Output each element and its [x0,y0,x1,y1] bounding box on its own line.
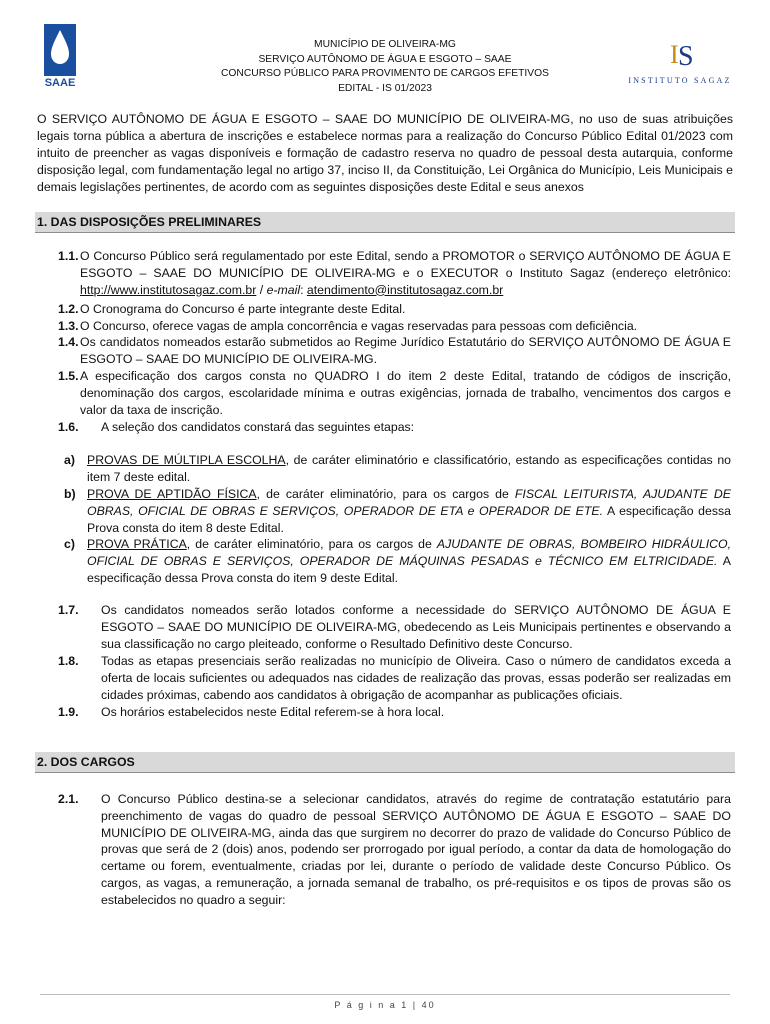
stage-c-ref: A especificação dessa Prova consta do item 9 deste Edital. [87,553,731,585]
header-line-1: MUNICÍPIO DE OLIVEIRA-MG [314,39,456,50]
stage-a-label: a) [64,453,75,467]
stage-a-title: PROVAS DE MÚLTIPLA ESCOLHA [87,453,286,467]
intro-paragraph: O SERVIÇO AUTÔNOMO DE ÁGUA E ESGOTO – SAAE DO MUNICÍPIO DE OLIVEIRA-MG, no uso de suas atribuições legais torna pública a abertura de inscrições e estabelece normas para a realização do Concurso Público Edital 01/2023 com intuito de preencher as vagas disponíveis e formação de cadastro reserva no quadro de pessoal desta autarquia, conforme disposição legal, com fundamentação legal no artigo 37, inciso II, da Constituição, Lei Orgânica do Município, Leis Municipais e demais legislações pertinentes, de acordo com as seguintes disposições deste Edital e seus anexos [37,112,733,194]
stage-c-body: , de caráter eliminatório, para os cargos de [186,537,437,551]
stage-c-label: c) [64,537,75,551]
item-1-5-text: A especificação dos cargos consta no QUADRO I do item 2 deste Edital, tratando de códigos de inscrição, denominação dos cargos, escolaridade mínima e outras exigências, jornada de trabalho, vencimentos dos cargos e valor da taxa de inscrição. [80,369,731,417]
item-1-1-body: O Concurso Público será regulamentado por este Edital, sendo a PROMOTOR o SERVIÇO AUTÔNOMO DE ÁGUA E ESGOTO – SAAE DO MUNICÍPIO DE OLIVEIRA-MG e o EXECUTOR o Instituto Sagaz (endereço eletrônico: [80,249,731,280]
item-1-7-text: Os candidatos nomeados serão lotados conforme a necessidade do SERVIÇO AUTÔNOMO DE ÁGUA E ESGOTO – SAAE DO MUNICÍPIO DE OLIVEIRA-MG, obedecendo as Leis Municipais pertinentes e observando a sua classificação no cargo pleiteado, conforme o Resultado Definitivo deste Concurso. [101,603,731,651]
item-1-5-number: 1.5. [58,369,79,383]
item-1-2-number: 1.2. [58,302,79,316]
sagaz-logo-mark [626,38,734,70]
stage-b-positions: FISCAL LEITURISTA, AJUDANTE DE OBRAS, OFICIAL DE OBRAS E SERVIÇOS, OPERADOR DE ETA e OPERADOR DE ETE. [87,487,731,518]
item-1-1-text [80,248,731,298]
section-2-heading [35,752,735,773]
website-link[interactable]: http://www.institutosagaz.com.br [80,282,257,297]
item-1-2-text: O Cronograma do Concurso é parte integrante deste Edital. [80,302,406,316]
stage-c-text [87,536,731,586]
item-1-1-sep: / [256,282,267,297]
email-label: e-mail [266,282,301,297]
header-line-2: SERVIÇO AUTÔNOMO DE ÁGUA E ESGOTO – SAAE [258,53,512,65]
footer-divider [40,994,730,995]
stage-c-title: PROVA PRÁTICA [87,537,187,551]
item-1-9-text: Os horários estabelecidos neste Edital referem-se à hora local. [101,705,445,719]
sagaz-mark-s: S [678,41,694,72]
item-1-9-number: 1.9. [58,705,79,719]
stage-c-positions: AJUDANTE DE OBRAS, BOMBEIRO HIDRÁULICO, OFICIAL DE OBRAS E SERVIÇOS, OPERADOR DE MÁQUINAS PESADAS e TÉCNICO EM ELTRICIDADE. [87,537,732,568]
item-1-1-number: 1.1. [58,249,79,263]
stage-a-body: , de caráter eliminatório e classificatório, estando as especificações contidas no item 7 deste edital. [87,453,732,484]
section-1-heading [35,212,735,233]
item-1-6-number: 1.6. [58,420,79,434]
header-line-4: EDITAL - IS 01/2023 [338,82,432,94]
section-1-title: 1. DAS DISPOSIÇÕES PRELIMINARES [37,215,262,229]
item-1-6-text: A seleção dos candidatos constará das seguintes etapas: [101,420,415,434]
item-1-7-number: 1.7. [58,603,79,617]
stage-b-text [87,486,731,536]
header-line-3: CONCURSO PÚBLICO PARA PROVIMENTO DE CARGOS EFETIVOS [220,68,550,79]
item-1-3-text: O Concurso, oferece vagas de ampla concorrência e vagas reservadas para pessoas com deficiência. [80,319,638,333]
item-2-1-text: O Concurso Público destina-se a selecionar candidatos, através do regime de contratação estatutário para preenchimento de vagas do quadro de pessoal SERVIÇO AUTÔNOMO DE ÁGUA E ESGOTO – SAAE DO MUNICÍPIO DE OLIVEIRA-MG, ainda das que surgirem no decorrer do prazo de validade do Concurso Público de provas que será de 2 (dois) anos, podendo ser prorrogado por igual período, a contar da data de homologação do certame ou forem, eventualmente, criadas por lei, durante o período de validade deste Concurso Público. Os cargos, as vagas, a remuneração, a jornada semanal de trabalho, os pré-requisitos e os tipos de provas são os estabelecidos no quadro a seguir: [101,792,731,907]
page-number: P á g i n a 1 | 40 [334,1000,436,1010]
item-1-3-number: 1.3. [58,319,79,333]
stage-a-text [87,452,731,486]
sagaz-mark-i: I [670,40,679,69]
stage-b-label: b) [64,487,76,501]
item-1-1-colon: : [300,282,307,297]
section-2-title: 2. DOS CARGOS [37,755,135,769]
item-1-4-number: 1.4. [58,335,79,349]
item-1-8-text: Todas as etapas presenciais serão realizadas no município de Oliveira. Caso o número de candidatos exceda a oferta de locais suficientes ou adequados nas cidades de realização das provas, essas poderão ser realizadas em cidades próximas, cabendo aos candidatos à obrigação de acompanhar as publicações oficiais. [101,654,731,702]
document-header [190,38,580,96]
stage-b-title: PROVA DE APTIDÃO FÍSICA [87,487,257,501]
item-1-4-text: Os candidatos nomeados estarão submetidos ao Regime Jurídico Estatutário do SERVIÇO AUTÔNOMO DE ÁGUA E ESGOTO – SAAE DO MUNICÍPIO DE OLIVEIRA-MG. [80,335,731,366]
sagaz-logo-text: INSTITUTO SAGAZ [628,76,732,85]
stage-b-body: , de caráter eliminatório, para os cargos de [256,487,515,501]
saae-logo [40,22,80,88]
stage-b-ref: A especificação dessa Prova consta do item 8 deste Edital. [87,503,731,535]
instituto-sagaz-logo [626,38,734,88]
email-link[interactable]: atendimento@institutosagaz.com.br [306,282,504,297]
item-2-1-number: 2.1. [58,792,79,806]
item-1-8-number: 1.8. [58,654,79,668]
saae-logo-text: SAAE [44,77,76,88]
